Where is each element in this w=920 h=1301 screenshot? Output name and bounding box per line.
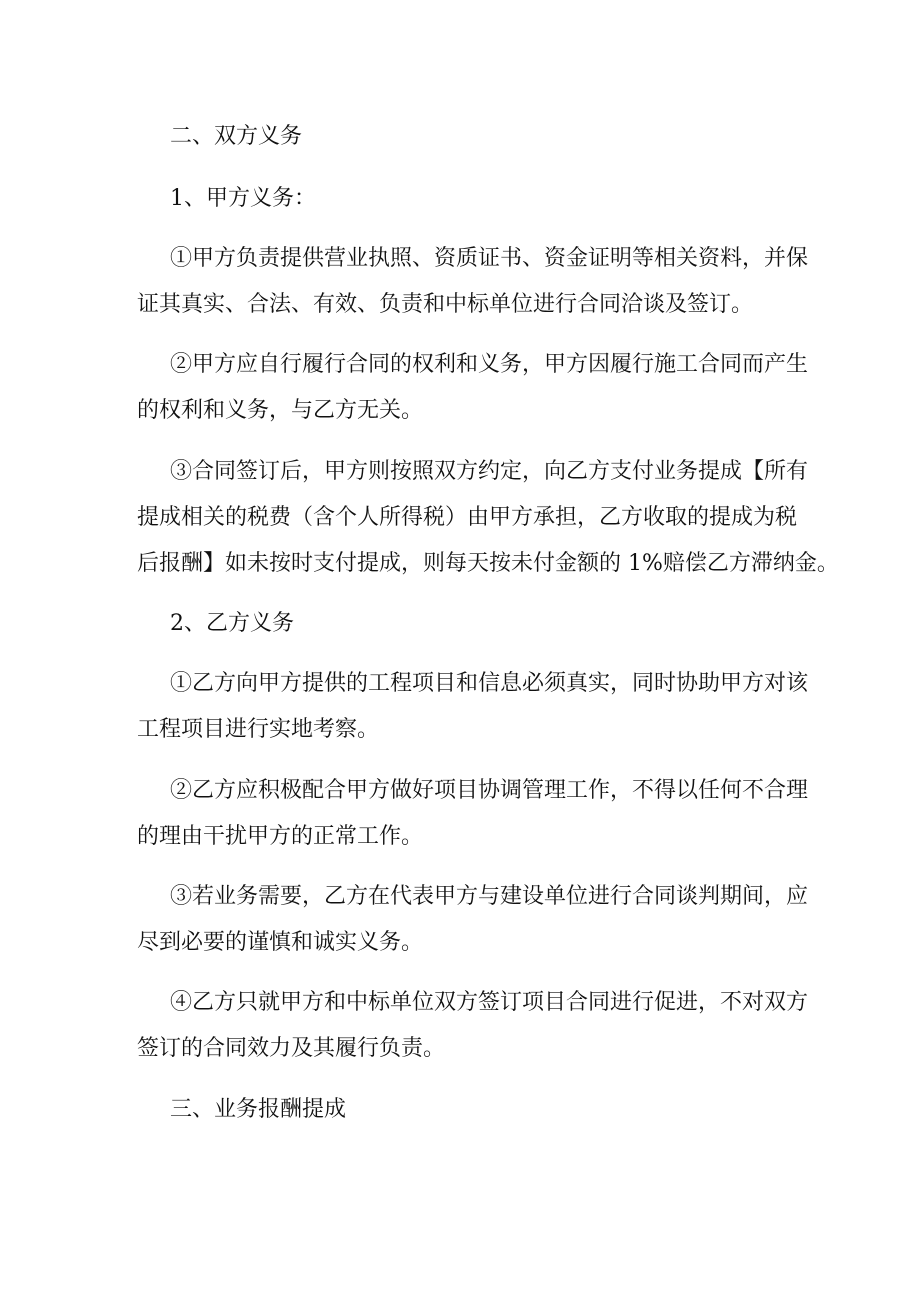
party-a-item-3-line-1: ③合同签订后，甲方则按照双方约定，向乙方支付业务提成【所有 xyxy=(170,459,809,484)
section-heading-commission: 三、业务报酬提成 xyxy=(170,1097,347,1122)
party-a-item-3-line-3: 后报酬】如未按时支付提成，则每天按未付金额的 1%赔偿乙方滞纳金。 xyxy=(137,551,839,576)
party-a-item-3-line-2: 提成相关的税费（含个人所得税）由甲方承担，乙方收取的提成为税 xyxy=(137,505,798,530)
section-heading-obligations: 二、双方义务 xyxy=(170,124,303,149)
party-b-item-1-line-2: 工程项目进行实地考察。 xyxy=(137,717,380,742)
party-b-item-2-line-1: ②乙方应积极配合甲方做好项目协调管理工作，不得以任何不合理 xyxy=(170,778,809,803)
party-a-item-1-line-2: 证其真实、合法、有效、负责和中标单位进行合同洽谈及签订。 xyxy=(137,292,754,317)
party-b-item-3-line-2: 尽到必要的谨慎和诚实义务。 xyxy=(137,930,424,955)
party-b-item-2-line-2: 的理由干扰甲方的正常工作。 xyxy=(137,824,424,849)
party-b-heading: 2、乙方义务 xyxy=(170,611,294,636)
party-b-item-4-line-1: ④乙方只就甲方和中标单位双方签订项目合同进行促进，不对双方 xyxy=(170,990,809,1015)
party-a-item-2-line-2: 的权利和义务，与乙方无关。 xyxy=(137,398,424,423)
party-a-item-2-line-1: ②甲方应自行履行合同的权利和义务，甲方因履行施工合同而产生 xyxy=(170,352,809,377)
party-b-item-1-line-1: ①乙方向甲方提供的工程项目和信息必须真实，同时协助甲方对该 xyxy=(170,671,809,696)
party-b-item-3-line-1: ③若业务需要，乙方在代表甲方与建设单位进行合同谈判期间，应 xyxy=(170,884,809,909)
party-a-heading: 1、甲方义务： xyxy=(170,186,316,211)
party-b-item-4-line-2: 签订的合同效力及其履行负责。 xyxy=(137,1036,446,1061)
party-a-item-1-line-1: ①甲方负责提供营业执照、资质证书、资金证明等相关资料，并保 xyxy=(170,246,809,271)
